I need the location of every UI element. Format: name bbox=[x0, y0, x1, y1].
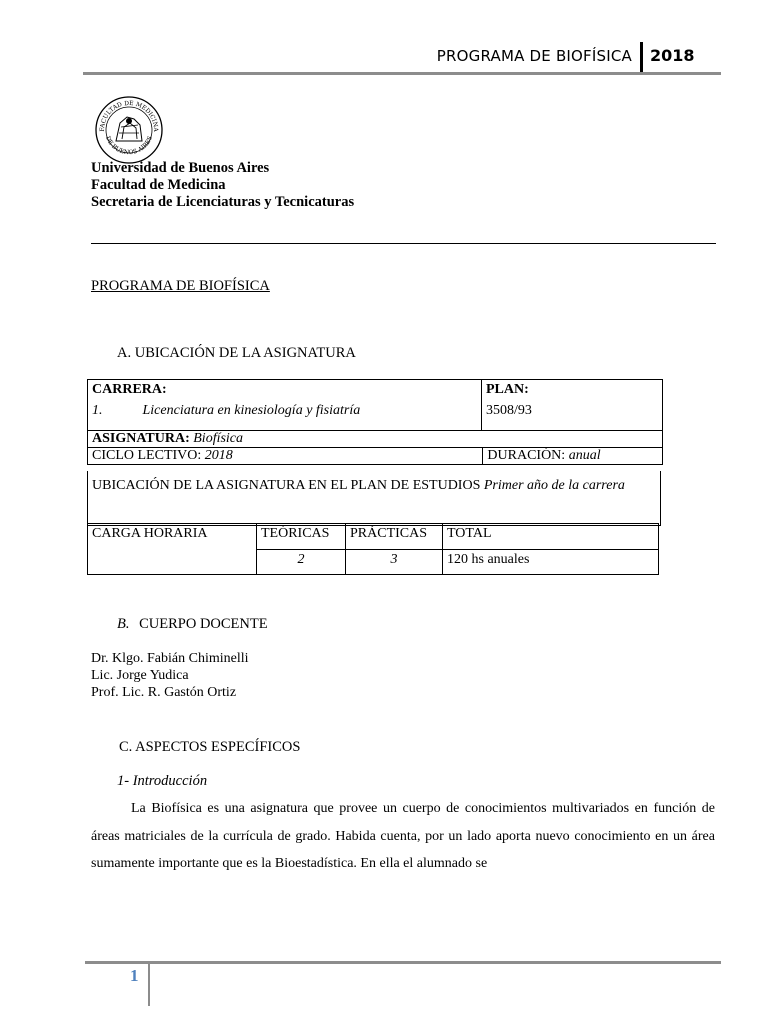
ubicacion-text: UBICACIÓN DE LA ASIGNATURA EN EL PLAN DE ESTUDIOS bbox=[92, 478, 481, 493]
divider-rule bbox=[91, 243, 716, 244]
ubicacion-value: Primer año de la carrera bbox=[483, 478, 625, 493]
plan-label: PLAN: bbox=[486, 382, 529, 397]
plan-cell bbox=[482, 380, 663, 431]
section-c-subtitle: 1- Introducción bbox=[117, 773, 208, 789]
course-info-table-top bbox=[87, 379, 663, 448]
seal-bottom-text: DE BUENOS AIRES bbox=[104, 135, 154, 157]
carga-label: CARGA HORARIA bbox=[88, 524, 257, 575]
university-name: Universidad de Buenos Aires bbox=[91, 160, 270, 176]
section-a-title: A. UBICACIÓN DE LA ASIGNATURA bbox=[117, 345, 356, 361]
header-year: 2018 bbox=[650, 46, 695, 65]
header-separator bbox=[640, 42, 643, 74]
duracion-value: anual bbox=[568, 448, 601, 463]
teoricas-label: TEÓRICAS bbox=[257, 524, 346, 550]
carrera-num: 1. bbox=[92, 403, 103, 418]
footer-rule bbox=[85, 961, 721, 964]
total-label: TOTAL bbox=[443, 524, 659, 550]
section-b-letter: B. bbox=[117, 616, 130, 632]
plan-value: 3508/93 bbox=[486, 403, 532, 418]
secretariat-name: Secretaria de Licenciaturas y Tecnicaturas bbox=[91, 194, 355, 210]
ciclo-label: CICLO LECTIVO: bbox=[92, 448, 202, 463]
ciclo-value: 2018 bbox=[204, 448, 233, 463]
ciclo-cell bbox=[88, 448, 483, 465]
asignatura-cell bbox=[88, 431, 663, 448]
section-b-label: CUERPO DOCENTE bbox=[139, 616, 268, 632]
practicas-label: PRÁCTICAS bbox=[346, 524, 443, 550]
total-value: 120 hs anuales bbox=[443, 549, 659, 575]
introduction-text: La Biofísica es una asignatura que provee un cuerpo de conocimientos multivariados en función de áreas matriciales de la currícula de grado. Habida cuenta, por un lado aporta nuevo conocimiento en un área sumamente importante que es la Bioestadística. En ella el alumnado se bbox=[91, 801, 715, 871]
faculty-seal-logo bbox=[94, 95, 164, 165]
faculty-member: Lic. Jorge Yudica bbox=[91, 668, 189, 683]
seal-top-text: FACULTAD DE MEDICINA bbox=[98, 99, 160, 132]
faculty-member: Dr. Klgo. Fabián Chiminelli bbox=[91, 651, 249, 666]
section-c-title: C. ASPECTOS ESPECÍFICOS bbox=[119, 739, 301, 755]
duracion-label: DURACIÓN: bbox=[487, 448, 566, 463]
faculty-member: Prof. Lic. R. Gastón Ortiz bbox=[91, 685, 237, 700]
carrera-label: CARRERA: bbox=[92, 382, 167, 397]
svg-text:DE BUENOS AIRES bbox=[104, 135, 154, 156]
faculty-name: Facultad de Medicina bbox=[91, 177, 226, 193]
introduction-paragraph bbox=[91, 795, 715, 878]
footer-separator bbox=[148, 964, 150, 1006]
faculty-list bbox=[91, 650, 249, 701]
practicas-value: 3 bbox=[346, 549, 443, 575]
duracion-cell bbox=[483, 448, 663, 465]
ubicacion-cell bbox=[87, 471, 661, 526]
header-rule bbox=[83, 72, 721, 75]
carga-horaria-table bbox=[87, 523, 659, 575]
program-title: PROGRAMA DE BIOFÍSICA bbox=[91, 278, 270, 294]
institution-block bbox=[91, 160, 354, 211]
asignatura-value: Biofísica bbox=[193, 431, 244, 446]
course-info-table-bottom bbox=[87, 447, 663, 465]
carrera-cell bbox=[88, 380, 482, 431]
asignatura-label: ASIGNATURA: bbox=[92, 431, 190, 446]
header-title: PROGRAMA DE BIOFÍSICA bbox=[436, 47, 632, 65]
teoricas-value: 2 bbox=[257, 549, 346, 575]
carrera-value: Licenciatura en kinesiología y fisiatría bbox=[142, 403, 361, 418]
section-b-title bbox=[117, 616, 268, 633]
page-number: 1 bbox=[130, 966, 139, 985]
